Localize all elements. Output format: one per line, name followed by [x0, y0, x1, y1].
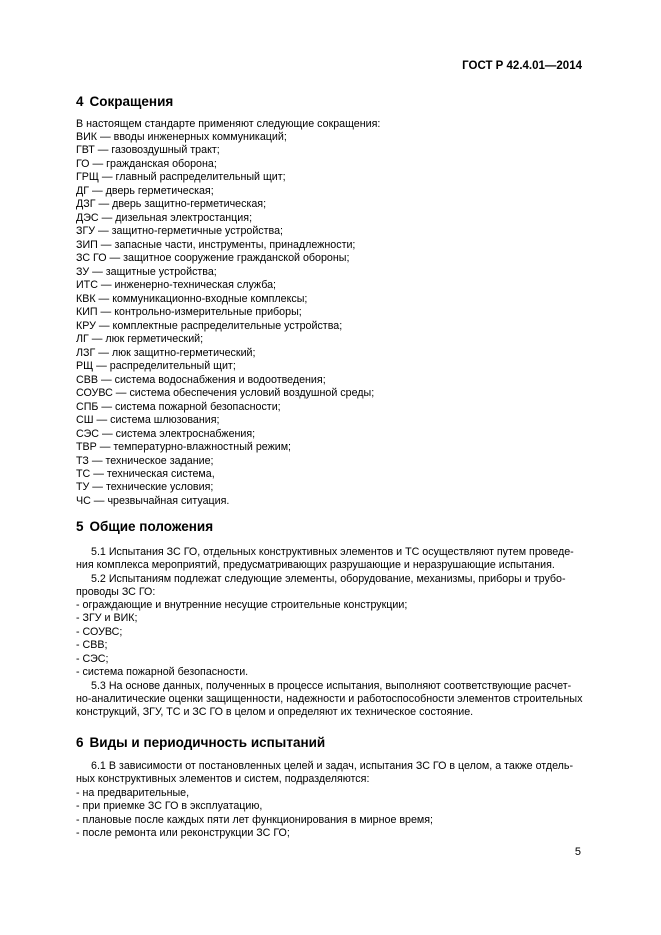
section-5-number: 5 [76, 519, 84, 534]
list-item: СВВ — система водоснабжения и водоотведения; [76, 373, 326, 386]
section-6-number: 6 [76, 735, 84, 750]
section-5-heading [76, 519, 213, 534]
section-4-title: Сокращения [89, 94, 174, 109]
list-item: - ЗГУ и ВИК; [76, 612, 138, 625]
list-item: ТВР — температурно-влажностный режим; [76, 441, 292, 454]
list-item: ЗУ — защитные устройства; [76, 265, 217, 278]
list-item: - плановые после каждых пяти лет функционирования в мирное время; [76, 813, 434, 826]
section-4-number: 4 [76, 94, 84, 109]
paragraph-5-1-line-2: ния комплекса мероприятий, предусматривающих разрушающие и неразрушающие испытания. [76, 559, 555, 571]
list-item: ТЗ — техническое задание; [76, 454, 214, 467]
list-item: - СОУВС; [76, 625, 123, 638]
section-6-title: Виды и периодичность испытаний [89, 735, 326, 750]
list-item: СЭС — система электроснабжения; [76, 427, 256, 440]
section-4-heading [76, 94, 173, 109]
list-item: ИТС — инженерно-техническая служба; [76, 279, 276, 292]
list-item: КВК — коммуникационно-входные комплексы; [76, 292, 308, 305]
list-item: ЗС ГО — защитное сооружение гражданской обороны; [76, 252, 350, 265]
list-item: - система пожарной безопасности. [76, 666, 249, 678]
list-item: СПБ — система пожарной безопасности; [76, 400, 281, 413]
list-item: ВИК — вводы инженерных коммуникаций; [76, 131, 287, 143]
list-item: - на предварительные, [76, 787, 190, 799]
list-item: ДЗГ — дверь защитно-герметическая; [76, 198, 267, 211]
list-item: ЗИП — запасные части, инструменты, принадлежности; [76, 238, 356, 251]
list-item: ГВТ — газовоздушный тракт; [76, 144, 220, 157]
list-item: РЩ — распределительный щит; [76, 360, 236, 373]
list-item: СОУВС — система обеспечения условий воздушной среды; [76, 387, 375, 400]
list-item: - после ремонта или реконструкции ЗС ГО; [76, 827, 290, 840]
list-item: СШ — система шлюзования; [76, 414, 220, 427]
list-item: - при приемке ЗС ГО в эксплуатацию, [76, 800, 263, 813]
section-4-intro: В настоящем стандарте применяют следующие сокращения: [76, 118, 381, 130]
standard-header: ГОСТ Р 42.4.01—2014 [462, 60, 582, 72]
list-item: КИП — контрольно-измерительные приборы; [76, 306, 302, 319]
paragraph-5-2-line-1: 5.2 Испытаниям подлежат следующие элементы, оборудование, механизмы, приборы и трубо- [91, 573, 566, 585]
list-item: ЛЗГ — люк защитно-герметический; [76, 346, 256, 359]
list-item: - СВВ; [76, 639, 108, 652]
list-item: - СЭС; [76, 652, 109, 665]
list-item: - ограждающие и внутренние несущие строительные конструкции; [76, 599, 408, 611]
page-number: 5 [574, 846, 581, 858]
section-5-title: Общие положения [89, 519, 214, 534]
section-6-heading [76, 735, 325, 750]
list-item: ЛГ — люк герметический; [76, 333, 204, 346]
list-item: ГРЩ — главный распределительный щит; [76, 171, 286, 184]
paragraph-6-1-line-1: 6.1 В зависимости от постановленных целей и задач, испытания ЗС ГО в целом, а также отдель- [91, 760, 574, 772]
list-item: ДГ — дверь герметическая; [76, 184, 214, 197]
list-item: ЧС — чрезвычайная ситуация. [76, 494, 230, 507]
paragraph-5-3-line-2: но-аналитические оценки защищенности, надежности и работоспособности элементов строительных [76, 693, 583, 705]
list-item: ДЭС — дизельная электростанция; [76, 211, 253, 224]
list-item: ТС — техническая система, [76, 468, 215, 480]
paragraph-5-3-line-1: 5.3 На основе данных, полученных в процессе испытания, выполняют соответствующие расчет- [91, 680, 572, 692]
paragraph-5-3-line-3: конструкций, ЗГУ, ТС и ЗС ГО в целом и определяют их техническое состояние. [76, 706, 474, 718]
list-item: ГО — гражданская оборона; [76, 157, 217, 170]
paragraph-6-1-line-2: ных конструктивных элементов и систем, подразделяются: [76, 773, 370, 785]
list-item: ЗГУ — защитно-герметичные устройства; [76, 225, 284, 238]
list-item: ТУ — технические условия; [76, 481, 214, 494]
list-item: КРУ — комплектные распределительные устройства; [76, 319, 343, 332]
paragraph-5-1-line-1: 5.1 Испытания ЗС ГО, отдельных конструктивных элементов и ТС осуществляют путем проведе- [91, 546, 574, 558]
paragraph-5-2-line-2: проводы ЗС ГО: [76, 586, 156, 598]
